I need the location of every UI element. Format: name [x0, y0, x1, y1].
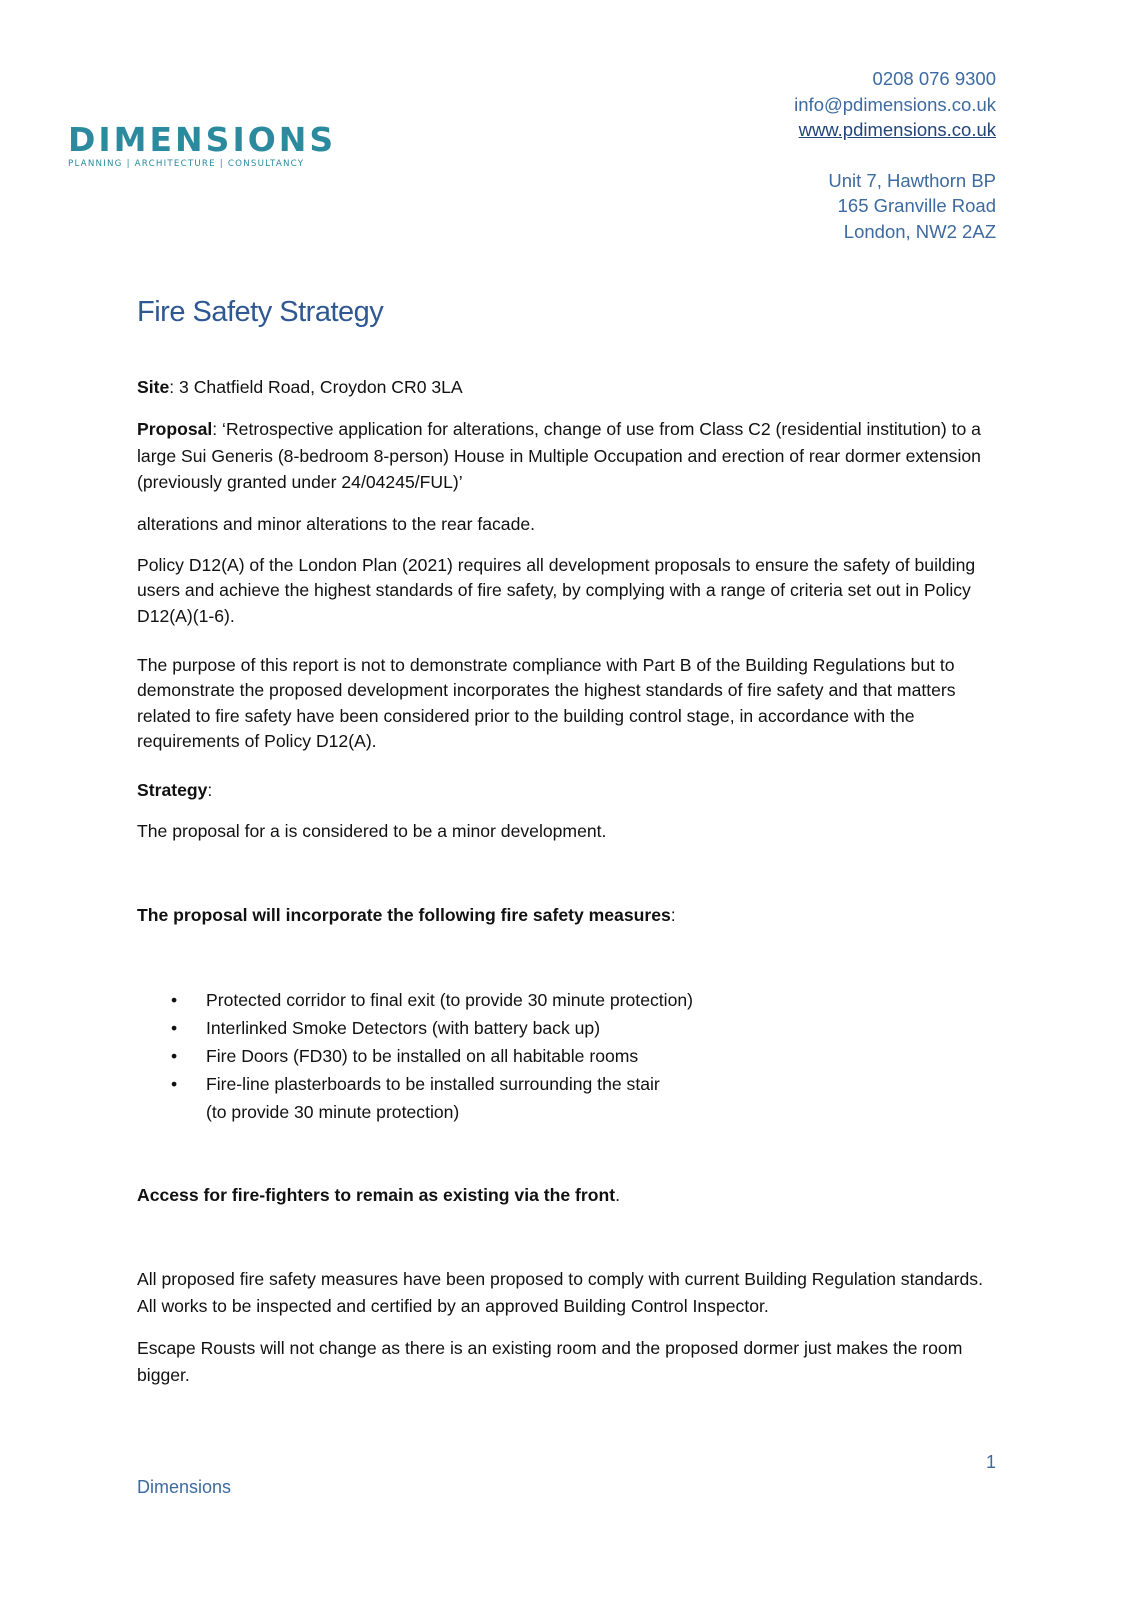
strategy-colon: : — [207, 780, 213, 801]
list-item: • Interlinked Smoke Detectors (with battery back up) — [137, 1014, 997, 1042]
address-line-1: Unit 7, Hawthorn BP — [828, 169, 996, 191]
proposal-paragraph — [137, 416, 997, 496]
access-period: . — [615, 1185, 620, 1206]
measures-heading: The proposal will incorporate the following fire safety measures — [137, 904, 671, 925]
company-logo — [68, 92, 373, 169]
document-title: Fire Safety Strategy — [137, 296, 384, 328]
purpose-paragraph: The purpose of this report is not to demonstrate compliance with Part B of the Building Regulations but to demonstrate the proposed development incorporates the highest standards of fire safety and that matters related to fire safety have been considered prior to the building control stage, in accordance with the requirements of Policy D12(A). — [137, 654, 956, 751]
address-line-3: London, NW2 2AZ — [843, 220, 996, 242]
measures-heading-line — [137, 903, 997, 928]
fire-safety-measures-list — [137, 986, 997, 1126]
strategy-line — [137, 778, 997, 803]
logo-tagline: PLANNING | ARCHITECTURE | CONSULTANCY — [68, 159, 305, 169]
list-item — [137, 1070, 997, 1126]
logo-wordmark: DIMENSIONS — [68, 120, 337, 159]
access-line — [137, 1183, 997, 1208]
site-value: : 3 Chatfield Road, Croydon CR0 3LA — [169, 377, 463, 397]
escape-paragraph: Escape Rousts will not change as there is an existing room and the proposed dormer just makes the room bigger. — [137, 1338, 963, 1385]
list-item: • Fire Doors (FD30) to be installed on all habitable rooms — [137, 1042, 997, 1070]
proposal-label: Proposal — [137, 419, 213, 440]
phone-number: 0208 076 9300 — [872, 68, 996, 89]
document-body — [137, 375, 997, 1388]
footer-company: Dimensions — [137, 1477, 232, 1497]
strategy-label: Strategy — [137, 780, 208, 801]
policy-paragraph: Policy D12(A) of the London Plan (2021) requires all development proposals to ensure the safety of building users and achieve the highest standards of fire safety, by complying with a range of criteria set out in Policy D12(A)(1-6). — [137, 555, 976, 626]
access-text: Access for fire-fighters to remain as existing via the front — [137, 1185, 616, 1206]
website-link[interactable]: www.pdimensions.co.uk — [798, 119, 996, 140]
email-address: info@pdimensions.co.uk — [794, 93, 996, 115]
page-number: 1 — [985, 1452, 996, 1472]
compliance-paragraph: All proposed fire safety measures have been proposed to comply with current Building Regulation standards. All works to be inspected and certified by an approved Building Control Inspector. — [137, 1269, 983, 1316]
strategy-text: The proposal for a is considered to be a minor development. — [137, 821, 607, 842]
list-item: • Protected corridor to final exit (to provide 30 minute protection) — [137, 986, 997, 1014]
site-line — [137, 375, 997, 400]
site-label: Site — [137, 377, 170, 397]
list-item-text: Fire-line plasterboards to be installed surrounding the stair — [206, 1074, 660, 1095]
contact-block — [794, 66, 996, 244]
proposal-value: : ‘Retrospective application for alterations, change of use from Class C2 (residential institution) to a large Sui Generis (8-bedroom 8-person) House in Multiple Occupation and erection of rear dormer extension (previously granted under 24/04245/FUL)’ — [137, 419, 981, 493]
address-line-2: 165 Granville Road — [837, 195, 996, 216]
measures-colon: : — [670, 904, 676, 925]
list-item-continuation: (to provide 30 minute protection) — [206, 1102, 460, 1123]
alterations-line: alterations and minor alterations to the rear facade. — [137, 513, 536, 534]
